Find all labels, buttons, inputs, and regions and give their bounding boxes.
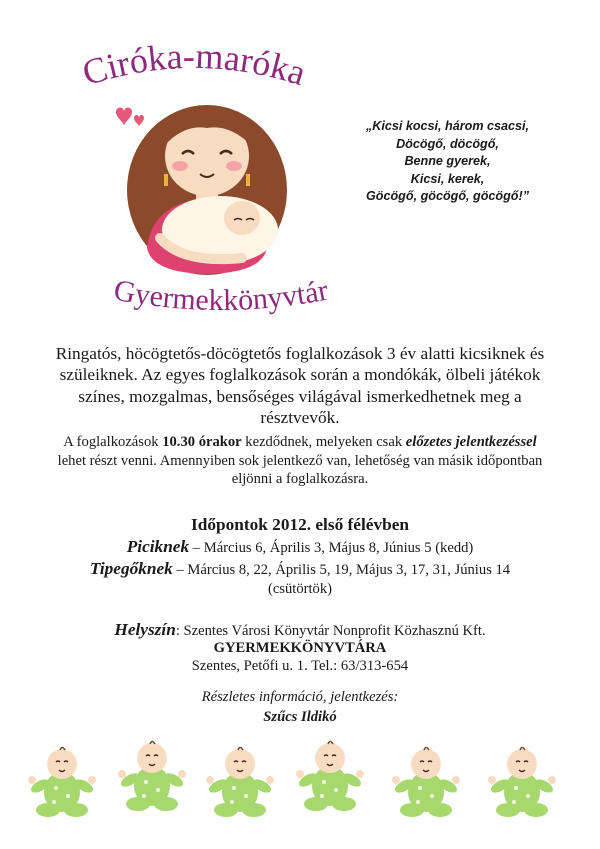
rhyme-line: „Kicsi kocsi, három csacsi,	[365, 119, 530, 133]
rhyme-line: Göcögő, göcögő, göcögő!”	[366, 189, 529, 204]
intro-paragraph: Ringatós, höcögtetős-döcögtetős foglalkozások 3 év alatti kicsiknek és szüleiknek. Az egyes foglalkozások során a mondókák, ölbeli játékok színes, mozgalmas, bensőséges világával ismerkedhetnek meg a résztvevők.	[55, 344, 545, 427]
mother-baby-illustration	[112, 98, 292, 278]
rhyme-line: Döcögő, döcögő,	[396, 136, 499, 151]
details-paragraph	[56, 433, 544, 489]
baby-icon	[296, 742, 364, 812]
dates-list: – Március 8, 22, Április 5, 19, Május 3, 17, 31, Június 14 (csütörtök)	[172, 562, 511, 597]
baby-icon	[118, 742, 186, 812]
location-address: Szentes, Petőfi u. 1. Tel.: 63/313-654	[191, 658, 409, 674]
heart-icon	[134, 115, 144, 127]
location-label: Helyszín	[114, 620, 176, 639]
start-time: 10.30 órakor	[162, 434, 242, 450]
dates-tipegoknek	[60, 559, 540, 599]
group-label-piciknek: Piciknek	[126, 537, 190, 556]
baby-icon	[28, 748, 96, 818]
contact-intro: Részletes információ, jelentkezés:	[201, 689, 399, 705]
baby-icon	[206, 748, 274, 818]
svg-text:Gyermekkönyvtár: Gyermekkönyvtár	[111, 273, 331, 318]
babies-row	[0, 740, 600, 830]
rhyme-line: Kicsi, kerek,	[410, 171, 485, 186]
location-name: : Szentes Városi Könyvtár Nonprofit Közhasznú Kft.	[175, 623, 486, 639]
svg-text:Ciróka-maróka: Ciróka-maróka	[77, 35, 311, 94]
nursery-rhyme	[350, 118, 545, 206]
location-line	[0, 620, 600, 640]
registration-required: előzetes jelentkezéssel	[405, 434, 537, 450]
contact-name: Szűcs Ildikó	[263, 709, 337, 725]
dates-piciknek	[0, 537, 600, 557]
dates-list: – Március 6, Április 3, Május 8, Június 5 (kedd)	[189, 540, 474, 556]
heart-icon	[116, 108, 132, 127]
location-department: GYERMEKKÖNYVTÁRA	[213, 640, 387, 656]
dates-heading: Időpontok 2012. első félévben	[191, 515, 409, 534]
rhyme-line: Benne gyerek,	[404, 154, 491, 169]
details-text: lehet részt venni. Amennyiben sok jelentkező van, lehetőség van másik időpontban eljönni a foglalkozásra.	[57, 452, 543, 488]
details-text: kezdődnek, melyeken csak	[241, 434, 406, 450]
baby-icon	[392, 748, 460, 818]
group-label-tipegoknek: Tipegőknek	[89, 559, 173, 578]
baby-icon	[488, 748, 556, 818]
details-text: A foglalkozások	[63, 434, 163, 450]
title-gyermekkonyvtar	[86, 268, 356, 328]
